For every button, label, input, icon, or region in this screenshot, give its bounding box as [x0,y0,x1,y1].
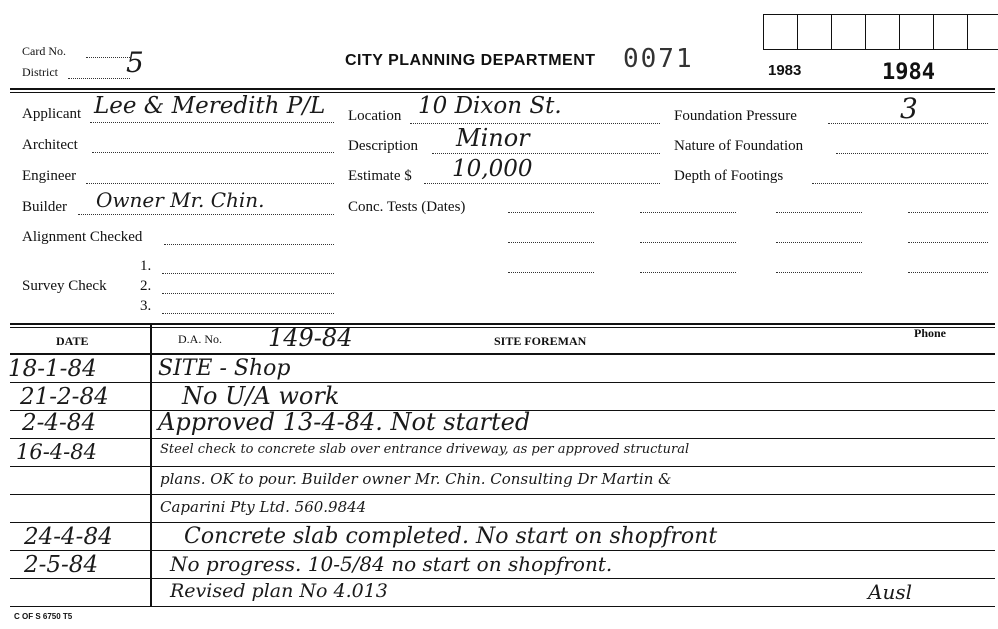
foundation-pressure-label: Foundation Pressure [674,108,797,124]
district-value: 5 [126,46,144,79]
conc-line-6 [640,272,736,273]
conc-line-12 [908,272,988,273]
form-code: C OF S 6750 T5 [14,612,73,621]
log-note: Caparini Pty Ltd. 560.9844 [160,498,367,516]
estimate-line [424,183,660,184]
conc-line-1 [508,212,594,213]
description-line [432,153,660,154]
conc-line-8 [776,242,862,243]
conc-line-3 [508,272,594,273]
engineer-label: Engineer [22,168,77,184]
header-rule-top [10,88,995,90]
applicant-value: Lee & Meredith P/L [94,93,326,119]
file-number: 0071 [623,44,694,74]
conc-line-2 [508,242,594,243]
survey-2-line [162,293,334,294]
conc-line-11 [908,242,988,243]
signature: Ausl [868,580,912,604]
log-rule-top [10,323,995,325]
date-header: DATE [56,334,89,348]
estimate-value: 10,000 [452,156,533,182]
log-rule-top-2 [10,327,995,328]
site-foreman-label: SITE FOREMAN [494,334,587,348]
description-label: Description [348,138,418,154]
log-date: 24-4-84 [24,524,113,550]
nature-of-foundation-label: Nature of Foundation [674,138,804,154]
log-line [10,550,995,551]
conc-line-7 [776,212,862,213]
log-note: plans. OK to pour. Builder owner Mr. Chin. Consulting Dr Martin & [160,470,672,488]
log-line [10,606,995,607]
location-label: Location [348,108,402,124]
engineer-line [86,183,334,184]
year-boxes [763,14,998,50]
foundation-pressure-value: 3 [900,92,918,125]
log-date: 2-4-84 [22,410,97,436]
conc-line-9 [776,272,862,273]
survey-1-line [162,273,334,274]
log-line [10,578,995,579]
log-note: Steel check to concrete slab over entrance driveway, as per approved structural [160,442,690,457]
district-line [68,78,130,79]
written-year: 1984 [882,60,935,85]
log-note: No progress. 10-5/84 no start on shopfront. [170,552,613,576]
da-value: 149-84 [268,324,353,352]
log-note: SITE - Shop [158,356,291,381]
department-title: CITY PLANNING DEPARTMENT [345,52,596,69]
survey-2-label: 2. [140,278,152,294]
location-line [410,123,660,124]
card-no-label: Card No. [22,44,66,58]
log-date: 18-1-84 [8,356,97,382]
log-note: No U/A work [182,382,340,410]
printed-year: 1983 [768,62,802,79]
depth-of-footings-label: Depth of Footings [674,168,784,184]
log-note: Revised plan No 4.013 [170,580,388,602]
log-note: Concrete slab completed. No start on shopfront [184,524,718,549]
survey-3-line [162,313,334,314]
conc-line-4 [640,212,736,213]
log-line [10,494,995,495]
log-line [10,466,995,467]
builder-line [78,214,334,215]
alignment-line [164,244,334,245]
log-date: 21-2-84 [20,384,109,410]
conc-tests-label: Conc. Tests (Dates) [348,199,466,215]
log-header-rule [10,353,995,355]
phone-label: Phone [914,326,947,340]
nature-of-foundation-line [836,153,988,154]
log-note: Approved 13-4-84. Not started [158,408,531,436]
district-label: District [22,65,58,79]
survey-label: Survey Check [22,278,107,294]
log-date: 16-4-84 [16,440,97,464]
applicant-label: Applicant [22,106,82,122]
log-line [10,438,995,439]
builder-label: Builder [22,199,67,215]
card-no-line [86,57,130,58]
location-value: 10 Dixon St. [418,93,562,119]
depth-of-footings-line [812,183,988,184]
survey-1-label: 1. [140,258,152,274]
description-value: Minor [456,124,530,152]
architect-line [92,152,334,153]
applicant-line [90,122,334,123]
da-label: D.A. No. [178,332,222,346]
estimate-label: Estimate $ [348,168,412,184]
architect-label: Architect [22,137,78,153]
log-line [10,522,995,523]
conc-line-10 [908,212,988,213]
survey-3-label: 3. [140,298,152,314]
conc-line-5 [640,242,736,243]
log-date: 2-5-84 [24,552,99,578]
builder-value: Owner Mr. Chin. [96,188,265,212]
log-line [10,382,995,383]
alignment-label: Alignment Checked [22,229,143,245]
